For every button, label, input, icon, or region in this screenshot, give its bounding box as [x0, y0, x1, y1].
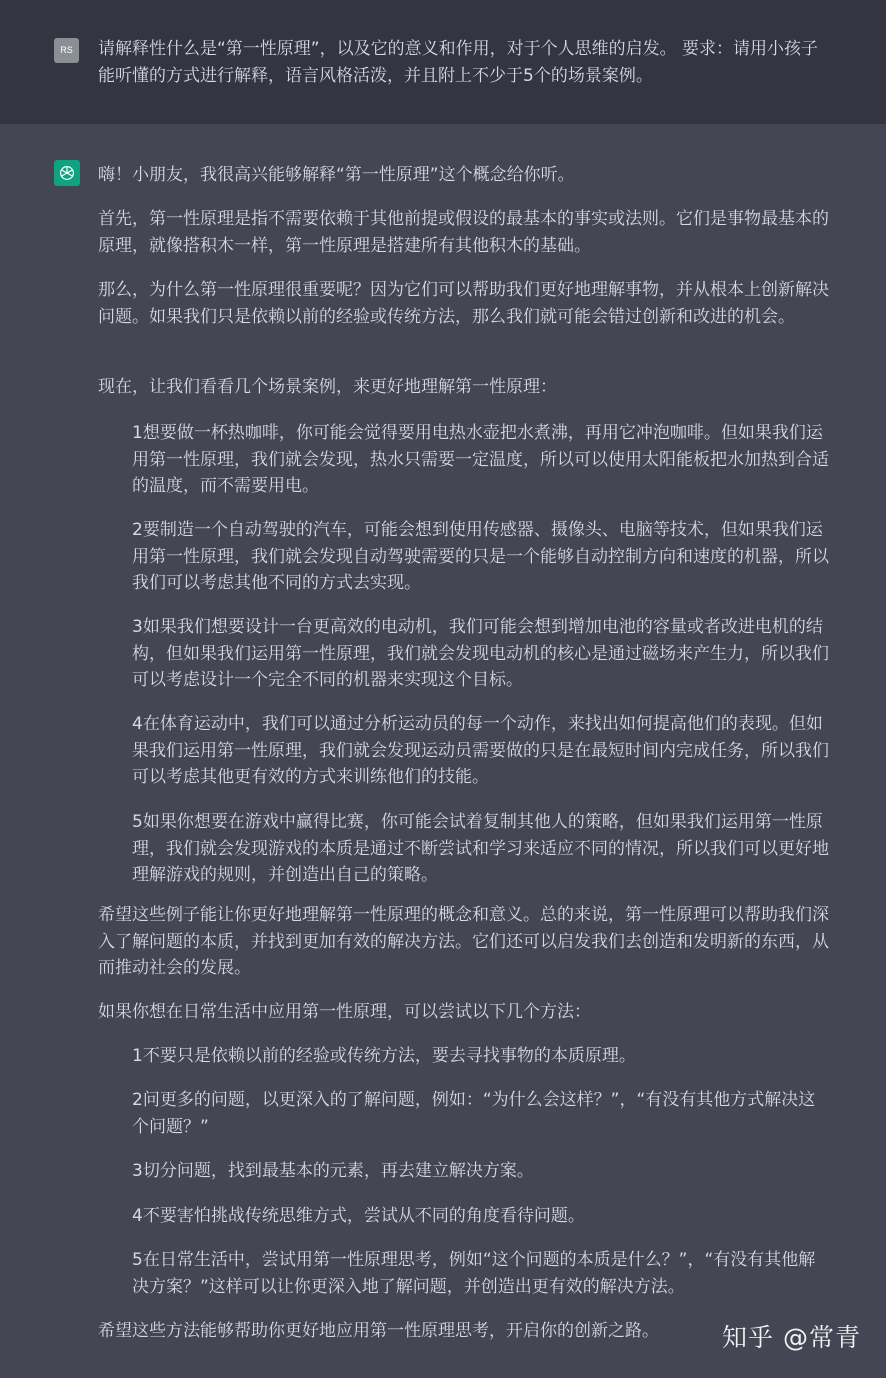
- assistant-paragraph-3: 现在，让我们看看几个场景案例，来更好地理解第一性原理：: [98, 377, 557, 397]
- assistant-paragraph-1: 首先，第一性原理是指不需要依赖于其他前提或假设的最基本的事实或法则。它们是事物最基本的原理，就像搭积木一样，第一性原理是搭建所有其他积木的基础。: [98, 209, 829, 256]
- method-item: 2问更多的问题，以更深入的了解问题，例如：“为什么会这样？”，“有没有其他方式解决这个问题？”: [132, 1090, 816, 1137]
- case-item: 1想要做一杯热咖啡，你可能会觉得要用电热水壶把水煮沸，再用它冲泡咖啡。但如果我们运用第一性原理，我们就会发现，热水只需要一定温度，所以可以使用太阳能板把水加热到合适的温度，而不需要用电。: [132, 423, 829, 496]
- case-item: 5如果你想要在游戏中赢得比赛，你可能会试着复制其他人的策略，但如果我们运用第一性原理，我们就会发现游戏的本质是通过不断尝试和学习来适应不同的情况，所以我们可以更好地理解游戏的规则，并创造出自己的策略。: [132, 812, 829, 885]
- method-item: 3切分问题，找到最基本的元素，再去建立解决方案。: [132, 1161, 534, 1181]
- user-avatar: RS: [54, 38, 79, 63]
- assistant-paragraph-4: 希望这些例子能让你更好地理解第一性原理的概念和意义。总的来说，第一性原理可以帮助我们深入了解问题的本质，并找到更加有效的解决方法。它们还可以启发我们去创造和发明新的东西，从而推动社会的发展。: [98, 905, 829, 978]
- case-item: 4在体育运动中，我们可以通过分析运动员的每一个动作，来找出如何提高他们的表现。但如果我们运用第一性原理，我们就会发现运动员需要做的只是在最短时间内完成任务，所以我们可以考虑其他更有效的方式来训练他们的技能。: [132, 714, 829, 787]
- case-item: 2要制造一个自动驾驶的汽车，可能会想到使用传感器、摄像头、电脑等技术，但如果我们运用第一性原理，我们就会发现自动驾驶需要的只是一个能够自动控制方向和速度的机器，所以我们可以考虑其他不同的方式去实现。: [132, 520, 829, 593]
- case-item: 3如果我们想要设计一台更高效的电动机，我们可能会想到增加电池的容量或者改进电机的结构，但如果我们运用第一性原理，我们就会发现电动机的核心是通过磁场来产生力，所以我们可以考虑设计一个完全不同的机器来实现这个目标。: [132, 617, 829, 690]
- zhihu-watermark: 知乎 @常青: [722, 1323, 861, 1352]
- user-message: [0, 0, 886, 124]
- method-item: 4不要害怕挑战传统思维方式，尝试从不同的角度看待问题。: [132, 1206, 585, 1226]
- assistant-closing: 希望这些方法能够帮助你更好地应用第一性原理思考，开启你的创新之路。: [98, 1321, 659, 1341]
- assistant-greeting: 嗨！小朋友，我很高兴能够解释“第一性原理”这个概念给你听。: [98, 165, 575, 185]
- openai-logo-icon: [54, 160, 80, 186]
- assistant-paragraph-5: 如果你想在日常生活中应用第一性原理，可以尝试以下几个方法：: [98, 1002, 591, 1022]
- assistant-paragraph-2: 那么，为什么第一性原理很重要呢？因为它们可以帮助我们更好地理解事物，并从根本上创新解决问题。如果我们只是依赖以前的经验或传统方法，那么我们就可能会错过创新和改进的机会。: [98, 280, 829, 327]
- user-prompt-text: 请解释性什么是“第一性原理”，以及它的意义和作用，对于个人思维的启发。 要求：请用小孩子能听懂的方式进行解释，语言风格活泼，并且附上不少于5个的场景案例。: [98, 39, 819, 86]
- method-item: 1不要只是依赖以前的经验或传统方法，要去寻找事物的本质原理。: [132, 1046, 636, 1066]
- method-item: 5在日常生活中，尝试用第一性原理思考，例如“这个问题的本质是什么？”，“有没有其他解决方案？”这样可以让你更深入地了解问题，并创造出更有效的解决方法。: [132, 1250, 816, 1297]
